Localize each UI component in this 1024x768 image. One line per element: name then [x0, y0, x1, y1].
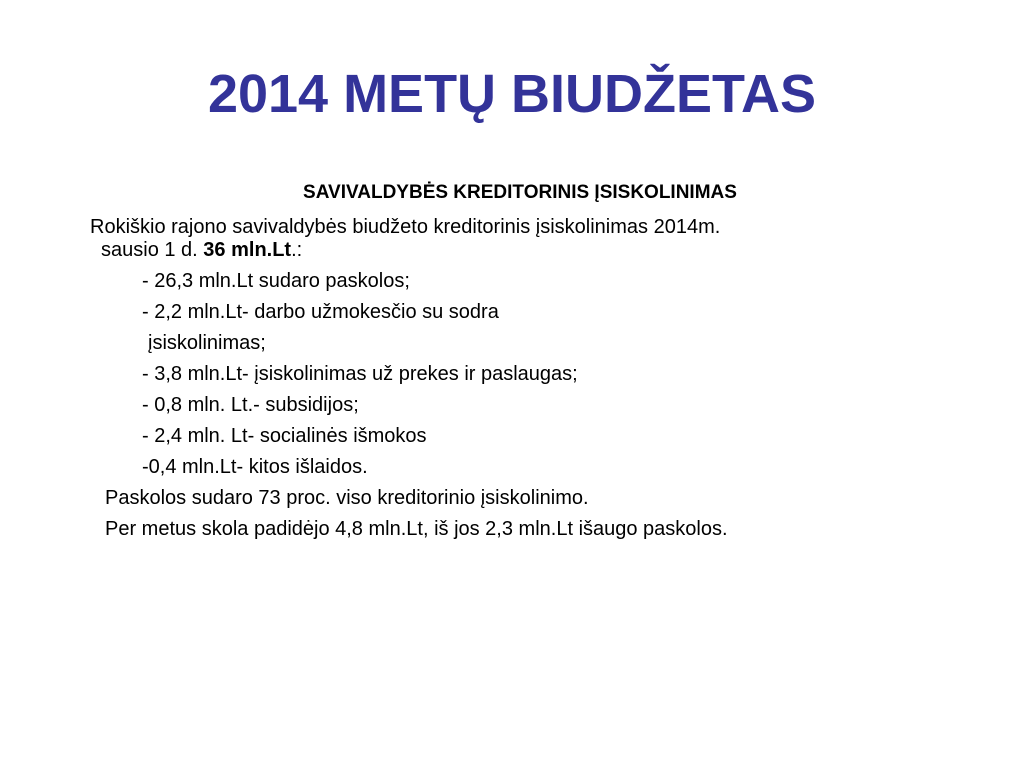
debt-item-salary: - 2,2 mln.Lt- darbo užmokesčio su sodra: [142, 301, 499, 323]
debt-item-other: -0,4 mln.Lt- kitos išlaidos.: [142, 456, 368, 478]
summary-debt-growth: Per metus skola padidėjo 4,8 mln.Lt, iš jos 2,3 mln.Lt išaugo paskolos.: [105, 518, 728, 540]
debt-item-goods-services: - 3,8 mln.Lt- įsiskolinimas už prekes ir paslaugas;: [142, 363, 578, 385]
slide-title: 2014 METŲ BIUDŽETAS: [207, 64, 817, 124]
section-heading: SAVIVALDYBĖS KREDITORINIS ĮSISKOLINIMAS: [303, 182, 737, 203]
debt-item-social-benefits: - 2,4 mln. Lt- socialinės išmokos: [142, 425, 427, 447]
intro-text-line-2: [101, 238, 302, 262]
total-debt-amount: 36 mln.Lt: [203, 239, 292, 261]
debt-item-loans: - 26,3 mln.Lt sudaro paskolos;: [142, 270, 410, 292]
intro-suffix: .:: [291, 239, 303, 261]
debt-item-subsidies: - 0,8 mln. Lt.- subsidijos;: [142, 394, 359, 416]
debt-item-salary-continued: įsiskolinimas;: [148, 332, 266, 354]
summary-loans-share: Paskolos sudaro 73 proc. viso kreditorinio įsiskolinimo.: [105, 487, 589, 509]
intro-text-line-1: Rokiškio rajono savivaldybės biudžeto kreditorinis įsiskolinimas 2014m.: [90, 216, 721, 238]
intro-date-text: sausio 1 d.: [101, 239, 204, 261]
